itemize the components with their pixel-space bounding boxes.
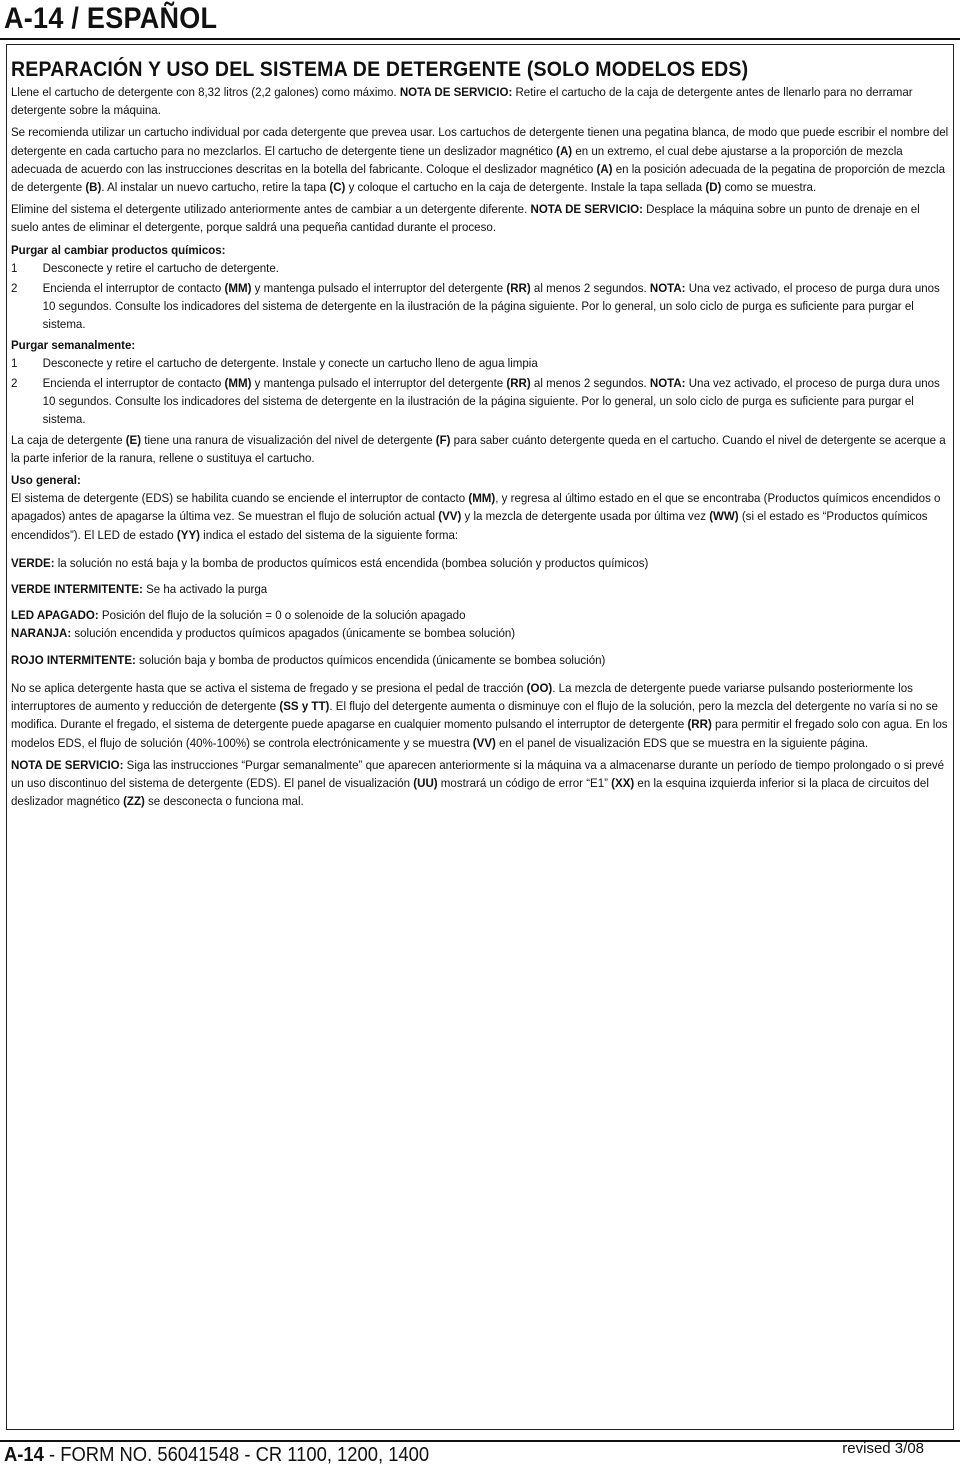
led-state-off (11, 606, 948, 624)
list-number: 1 (11, 355, 18, 370)
list-text (43, 374, 949, 429)
text-run: Retire el cartucho de la caja de detergente antes de llenarlo para no derramar detergente sobre la máquina. (11, 85, 913, 118)
led-state-text: la solución no está baja y la bomba de productos químicos está encendida (bombea solución y productos químicos) (54, 555, 649, 570)
ref-label: (XX) (611, 775, 635, 790)
text-run: para saber cuánto detergente queda en el cartucho. Cuando el nivel de detergente se acerque a la parte inferior de la ranura, rellene o sustituya el cartucho. (11, 432, 946, 465)
ref-label: (RR) (506, 281, 531, 296)
text-run: para permitir el fregado solo con agua. En los modelos EDS, el flujo de solución (40%-100%) se controla electrónicamente y se muestra (11, 717, 948, 750)
text-run: . El flujo del detergente aumenta o disminuye con el flujo de la solución, pero la mezcla del detergente no varía si no se modifica. Durante el fregado, el sistema de detergente puede apagarse en cualquier momento pulsando el interruptor de detergente (11, 699, 938, 732)
text-run: La caja de detergente (11, 432, 126, 447)
text-run: mostrará un código de error “E1” (437, 775, 612, 790)
led-state-text: solución baja y bomba de productos químicos encendida (únicamente se bombea solución) (135, 652, 606, 667)
led-state-green-flashing (11, 580, 948, 598)
list-text: Desconecte y retire el cartucho de detergente. Instale y conecte un cartucho lleno de agua limpia (42, 355, 538, 370)
text-run: (si el estado es “Productos químicos encendidos”). El LED de estado (11, 509, 928, 542)
led-state-label: VERDE INTERMITENTE: (11, 582, 143, 597)
purge-change-heading: Purgar al cambiar productos químicos: (11, 242, 226, 257)
led-state-orange (11, 624, 948, 642)
section-title: REPARACIÓN Y USO DEL SISTEMA DE DETERGENTE (SOLO MODELOS EDS) (11, 58, 749, 81)
ref-label: (OO) (526, 680, 553, 695)
text-run: Una vez activado, el proceso de purga dura unos 10 segundos. Consulte los indicadores del sistema de detergente en la ilustración de la página siguiente. Por lo general, un solo ciclo de purga es suficiente para purgar el sistema. (42, 376, 940, 427)
text-run: se desconecta o funciona mal. (144, 794, 304, 809)
list-text (43, 279, 949, 334)
ref-label: (VV) (438, 509, 462, 524)
ref-label: (ZZ) (123, 794, 145, 809)
text-run: Desplace la máquina sobre un punto de drenaje en el suelo antes de eliminar el detergente, porque saldrá una pequeña cantidad durante el proceso. (11, 202, 920, 235)
document-body (11, 58, 948, 814)
text-run: y coloque el cartucho en la caja de detergente. Instale la tapa sellada (345, 180, 706, 195)
led-state-text: solución encendida y productos químicos apagados (únicamente se bombea solución) (71, 626, 516, 641)
ref-label: (VV) (472, 735, 496, 750)
service-note-label: NOTA DE SERVICIO: (399, 85, 513, 99)
general-use-heading: Uso general: (11, 473, 81, 488)
revision-note: revised 3/08 (842, 1440, 924, 1457)
ref-label: (E) (125, 432, 142, 447)
form-number: - FORM NO. 56041548 - CR 1100, 1200, 1400 (43, 1444, 430, 1466)
text-run: Siga las instrucciones “Purgar semanalmente” que aparecen anteriormente si la máquina va a almacenarse durante un período de tiempo prolongado o si prevé un uso discontinuo del sistema de detergente (EDS). El panel de visualización (11, 757, 945, 790)
text-run: en el panel de visualización EDS que se muestra en la siguiente página. (495, 735, 869, 750)
ref-label: (MM) (468, 491, 496, 506)
paragraph-fill-instructions (11, 83, 948, 119)
page-header (0, 0, 960, 40)
led-state-label: NARANJA: (11, 626, 72, 641)
led-state-green (11, 554, 948, 572)
service-note-label: NOTA DE SERVICIO: (530, 202, 643, 217)
led-state-red-flashing (11, 651, 948, 669)
paragraph-detergent-box (11, 431, 948, 467)
footer-divider (0, 1440, 960, 1442)
text-run: al menos 2 segundos. (530, 376, 650, 391)
text-run: en un extremo, el cual debe ajustarse a la proporción de mezcla adecuada de acuerdo con las instrucciones descritas en la botella del fabricante. Coloque el deslizador magnético (11, 143, 903, 176)
text-run: y mantenga pulsado el interruptor del detergente (251, 281, 507, 296)
ref-label: (SS y TT) (279, 699, 330, 714)
led-state-text: Posición del flujo de la solución = 0 o solenoide de la solución apagado (98, 608, 466, 623)
text-run: en la posición adecuada de la pegatina de proporción de mezcla de detergente (11, 161, 945, 195)
list-item (11, 279, 948, 334)
led-state-label: LED APAGADO: (11, 608, 99, 623)
ref-label: (RR) (687, 717, 712, 732)
text-run: . Al instalar un nuevo cartucho, retire la tapa (101, 180, 330, 195)
ref-label: (A) (556, 143, 573, 158)
ref-label: (C) (329, 180, 346, 195)
text-run: Elimine del sistema el detergente utilizado anteriormente antes de cambiar a un detergente diferente. (11, 202, 531, 217)
led-state-text: Se ha activado la purga (142, 582, 268, 597)
header-divider (0, 38, 960, 40)
paragraph-service-note (11, 756, 948, 811)
text-run: No se aplica detergente hasta que se activa el sistema de fregado y se presiona el pedal de tracción (11, 680, 527, 695)
ref-label: (MM) (224, 376, 252, 391)
list-number: 1 (11, 260, 18, 275)
ref-label: (RR) (506, 376, 531, 391)
paragraph-eliminate (11, 200, 948, 236)
ref-label: (YY) (176, 527, 200, 542)
paragraph-operation (11, 679, 948, 752)
purge-weekly-heading: Purgar semanalmente: (11, 337, 136, 352)
text-run: Encienda el interruptor de contacto (42, 281, 225, 296)
service-note-label: NOTA DE SERVICIO: (11, 757, 124, 772)
note-label: NOTA: (649, 376, 686, 391)
text-run: El sistema de detergente (EDS) se habilita cuando se enciende el interruptor de contacto (11, 491, 469, 506)
text-run: Una vez activado, el proceso de purga dura unos 10 segundos. Consulte los indicadores del sistema de detergente en la ilustración de la página siguiente. Por lo general, un solo ciclo de purga es suficiente para purgar el sistema. (42, 281, 940, 332)
text-run: Llene el cartucho de detergente con 8,32 litros (2,2 galones) como máximo. (11, 85, 400, 99)
footer-form-number (4, 1444, 429, 1467)
ref-label: (A) (596, 161, 613, 176)
page-title: A-14 / ESPAÑOL (4, 2, 218, 35)
led-state-label: VERDE: (11, 555, 55, 570)
ref-label: (F) (435, 432, 451, 447)
list-text: Desconecte y retire el cartucho de detergente. (42, 260, 279, 275)
list-number: 2 (11, 281, 18, 296)
list-number: 2 (11, 376, 18, 391)
paragraph-cartridge (11, 123, 948, 196)
text-run: Encienda el interruptor de contacto (42, 376, 225, 391)
note-label: NOTA: (649, 281, 686, 296)
ref-label: (D) (705, 180, 722, 195)
text-run: tiene una ranura de visualización del nivel de detergente (141, 432, 436, 447)
page-number: A-14 (4, 1444, 44, 1466)
list-item (11, 354, 948, 372)
paragraph-general-use (11, 489, 948, 544)
text-run: al menos 2 segundos. (530, 281, 650, 296)
ref-label: (WW) (709, 509, 739, 524)
text-run: . La mezcla de detergente puede variarse pulsando posteriormente los interruptores de aumento y reducción de detergente (11, 680, 913, 714)
led-state-label: ROJO INTERMITENTE: (11, 652, 136, 667)
text-run: Se recomienda utilizar un cartucho individual por cada detergente que prevea usar. Los cartuchos de detergente tienen una pegatina blanca, de modo que puede escribir el nombre del detergente en cada cartucho para no mezclarlos. El cartucho de detergente tiene un deslizador magnético (11, 125, 949, 158)
list-item (11, 259, 948, 277)
text-run: como se muestra. (721, 180, 817, 195)
text-run: y la mezcla de detergente usada por última vez (461, 509, 710, 524)
text-run: , y regresa al último estado en el que se encontraba (Productos químicos encendidos o apagados) antes de apagarse la última vez. Se muestran el flujo de solución actual (11, 491, 941, 524)
ref-label: (UU) (413, 775, 438, 790)
ref-label: (B) (85, 180, 102, 195)
text-run: y mantenga pulsado el interruptor del detergente (251, 376, 507, 391)
list-item (11, 374, 948, 429)
text-run: indica el estado del sistema de la siguiente forma: (199, 527, 459, 542)
ref-label: (MM) (224, 281, 252, 296)
text-run: en la esquina izquierda inferior si la placa de circuitos del deslizador magnético (11, 775, 929, 809)
